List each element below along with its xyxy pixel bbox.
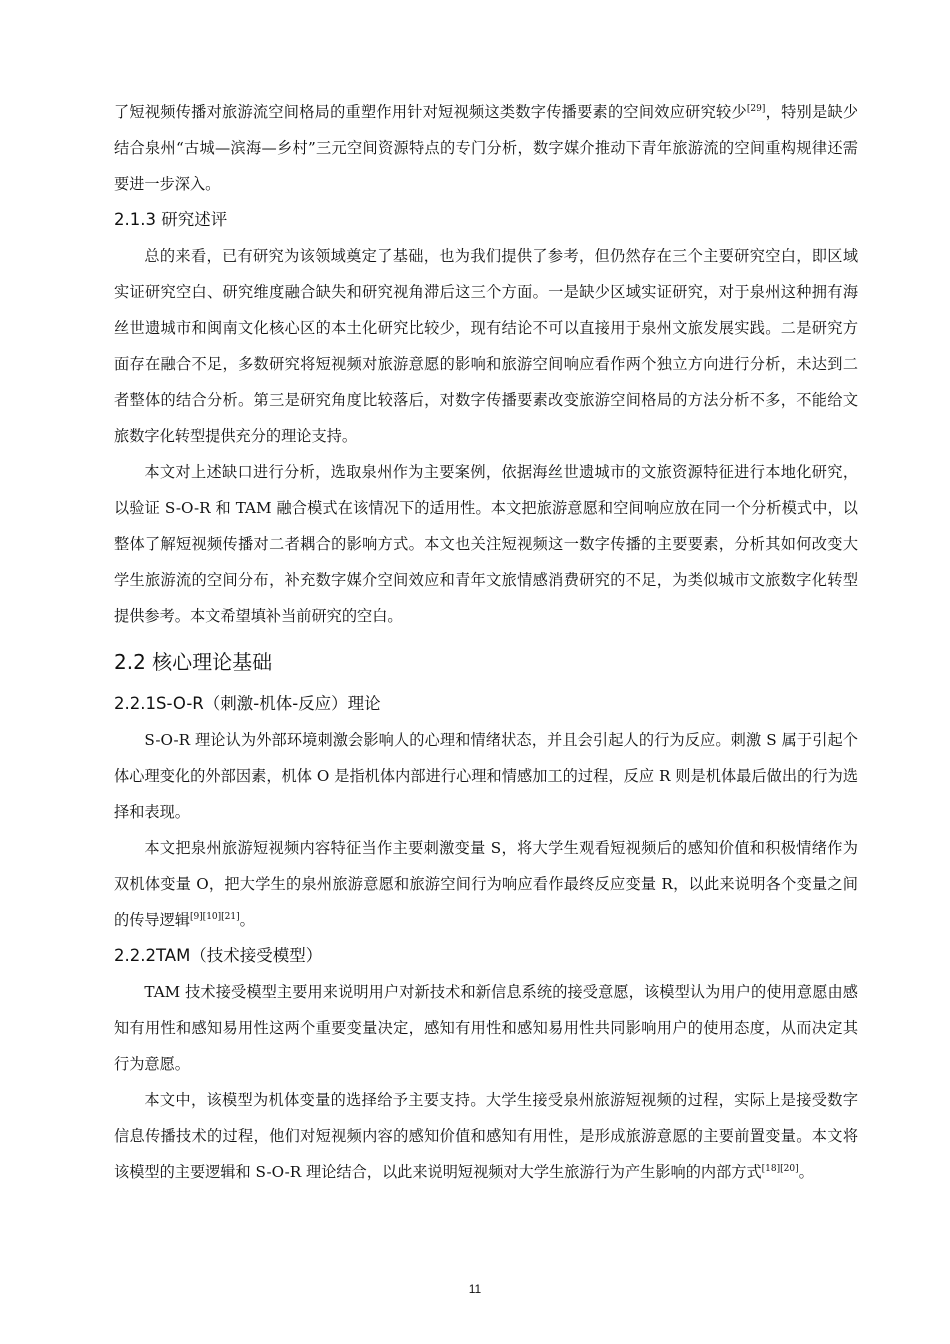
paragraph-text: 。 (798, 1163, 814, 1181)
paragraph-review-2: 本文对上述缺口进行分析，选取泉州作为主要案例，依据海丝世遗城市的文旅资源特征进行本地化研究，以验证 S-O-R 和 TAM 融合模式在该情况下的适用性。本文把旅游意愿和空间响应放在同一个分析模式中，以整体了解短视频传播对二者耦合的影响方式。本文也关注短视频这一数字传播的主要要素，分析其如何改变大学生旅游流的空间分布，补充数字媒介空间效应和青年文旅情感消费研究的不足，为类似城市文旅数字化转型提供参考。本文希望填补当前研究的空白。 (114, 463, 858, 625)
section-heading-2-2: 2.2 核心理论基础 (114, 650, 273, 674)
section-heading-2-2-1: 2.2.1S-O-R（刺激-机体-反应）理论 (114, 694, 381, 713)
paragraph-sor-2 (114, 830, 858, 938)
paragraph-intro-continued (114, 94, 858, 202)
paragraph-tam-1: TAM 技术接受模型主要用来说明用户对新技术和新信息系统的接受意愿，该模型认为用户的使用意愿由感知有用性和感知易用性这两个重要变量决定，感知有用性和感知易用性共同影响用户的使用态度，从而决定其行为意愿。 (114, 983, 858, 1073)
paragraph-text: 本文中，该模型为机体变量的选择给予主要支持。大学生接受泉州旅游短视频的过程，实际上是接受数字信息传播技术的过程，他们对短视频内容的感知价值和感知有用性，是形成旅游意愿的主要前置变量。本文将该模型的主要逻辑和 S-O-R 理论结合，以此来说明短视频对大学生旅游行为产生影响的内部方式 (114, 1091, 858, 1181)
paragraph-text: 了短视频传播对旅游流空间格局的重塑作用针对短视频这类数字传播要素的空间效应研究较少 (114, 103, 747, 121)
paragraph-tam-2 (114, 1082, 858, 1190)
section-heading-2-2-2: 2.2.2TAM（技术接受模型） (114, 946, 323, 965)
page-number: 11 (468, 1282, 482, 1296)
paragraph-text: ，特别是缺少结合泉州“古城—滨海—乡村”三元空间资源特点的专门分析，数字媒介推动下青年旅游流的空间重构规律还需要进一步深入。 (114, 103, 859, 193)
paragraph-text: 。 (239, 911, 255, 929)
paragraph-sor-1: S-O-R 理论认为外部环境刺激会影响人的心理和情绪状态，并且会引起人的行为反应。刺激 S 属于引起个体心理变化的外部因素，机体 O 是指机体内部进行心理和情感加工的过程，反应 R 则是机体最后做出的行为选择和表现。 (114, 731, 858, 821)
citation-reference[interactable]: [9][10][21] (189, 911, 240, 922)
paragraph-text: 本文把泉州旅游短视频内容特征当作主要刺激变量 S，将大学生观看短视频后的感知价值和积极情绪作为双机体变量 O，把大学生的泉州旅游意愿和旅游空间行为响应看作最终反应变量 R，以此来说明各个变量之间的传导逻辑 (114, 839, 858, 929)
citation-reference[interactable]: [29] (746, 103, 766, 114)
citation-reference[interactable]: [18][20] (761, 1163, 799, 1174)
section-heading-2-1-3: 2.1.3 研究述评 (114, 210, 228, 229)
paragraph-review-1: 总的来看，已有研究为该领域奠定了基础，也为我们提供了参考，但仍然存在三个主要研究空白，即区域实证研究空白、研究维度融合缺失和研究视角滞后这三个方面。一是缺少区域实证研究，对于泉州这种拥有海丝世遗城市和闽南文化核心区的本土化研究比较少，现有结论不可以直接用于泉州文旅发展实践。二是研究方面存在融合不足，多数研究将短视频对旅游意愿的影响和旅游空间响应看作两个独立方向进行分析，未达到二者整体的结合分析。第三是研究角度比较落后，对数字传播要素改变旅游空间格局的方法分析不多，不能给文旅数字化转型提供充分的理论支持。 (114, 247, 858, 445)
